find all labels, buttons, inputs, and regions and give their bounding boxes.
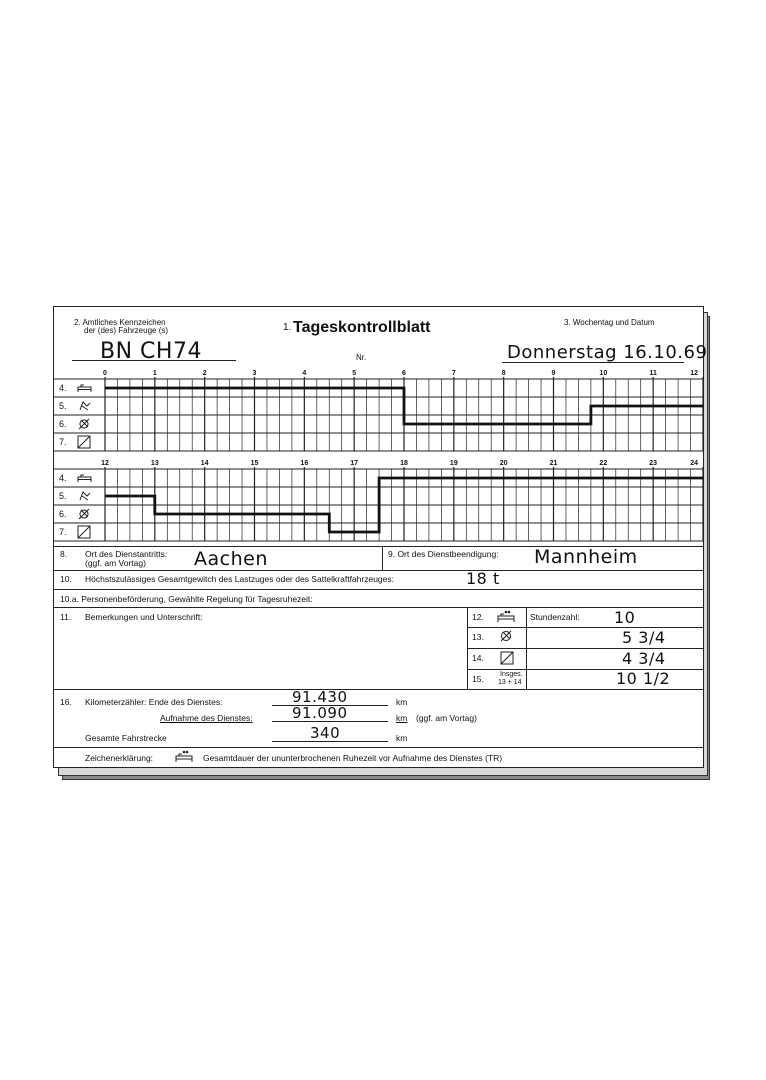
field-14-value: 4 3/4 xyxy=(622,649,666,668)
grid-top-row-number: 4. xyxy=(59,383,67,393)
field-16-note: (ggf. am Vortag) xyxy=(416,713,477,723)
field-11-number: 11. xyxy=(60,612,72,622)
break-icon xyxy=(499,629,515,643)
divider-10 xyxy=(54,570,703,571)
field-12-number: 12. xyxy=(472,612,484,622)
field-16-km-3: km xyxy=(396,733,408,743)
divider-legend xyxy=(54,747,703,748)
grid-bottom-hour-label: 16 xyxy=(300,460,309,467)
total-underline xyxy=(272,741,388,742)
work-icon xyxy=(500,651,514,665)
nr-label: Nr. xyxy=(356,353,367,362)
grid-bottom-hour-label: 23 xyxy=(649,460,658,467)
kennzeichen-label-line2: der (des) Fahrzeuge (s) xyxy=(84,326,169,335)
grid-top-row-number: 5. xyxy=(59,401,67,411)
grid-top-row-number: 7. xyxy=(59,437,67,447)
legend-bed-icon xyxy=(174,750,194,764)
field-15-value: 10 1/2 xyxy=(616,669,671,688)
grid-bottom-row-number: 4. xyxy=(59,473,67,483)
divider-11 xyxy=(54,607,703,608)
title-number: 1. xyxy=(283,322,292,333)
field-8-label: Ort des Dienstantritts: xyxy=(85,549,168,559)
grid-top-activity-line xyxy=(105,388,703,424)
field-15-number: 15. xyxy=(472,674,484,684)
summary-row-line-2 xyxy=(467,648,703,649)
field-14-number: 14. xyxy=(472,653,484,663)
grid-top-hour-label: 6 xyxy=(402,370,406,377)
field-8-number: 8. xyxy=(60,549,68,559)
field-16-total-value: 340 xyxy=(310,724,341,742)
start-underline xyxy=(272,721,388,722)
grid-top-hour-label: 8 xyxy=(501,370,506,377)
grid-bottom-hour-label: 20 xyxy=(499,460,508,467)
work-icon xyxy=(78,436,90,448)
field-9-value: Mannheim xyxy=(534,546,638,568)
kennzeichen-label-line1: 2. Amtliches Kennzeichen xyxy=(74,318,166,327)
field-16-km-1: km xyxy=(396,697,408,707)
field-15-sublabel-2: 13 + 14 xyxy=(498,679,522,686)
rest-bed-icon xyxy=(496,610,516,624)
legend-label: Zeichenerklärung: xyxy=(85,753,154,763)
field-12-sublabel: Stundenzahl: xyxy=(530,612,580,622)
field-10-value: 18 t xyxy=(466,569,500,588)
grid-bottom-hour-label: 21 xyxy=(549,460,558,467)
grid-bottom-hour-label: 22 xyxy=(599,460,608,467)
steering-wheel-icon xyxy=(80,402,90,410)
grid-top-hour-label: 5 xyxy=(352,370,357,377)
field-9-label: 9. Ort des Dienstbeendigung: xyxy=(388,549,499,559)
grid-bottom-hour-label: 12 xyxy=(101,460,109,467)
grid-bottom-hour-label: 17 xyxy=(350,460,359,467)
field-10-label: Höchstszulässiges Gesamtgewitch des Lastzuges oder des Sattelkraftfahrzeuges: xyxy=(85,574,394,584)
tageskontrollblatt-sheet xyxy=(53,306,708,768)
time-grid xyxy=(54,307,708,547)
grid-top-hour-label: 0 xyxy=(103,370,107,377)
bed-icon xyxy=(78,475,91,482)
grid-bottom-hour-label: 19 xyxy=(449,460,458,467)
break-icon xyxy=(79,419,89,429)
grid-bottom-row-number: 7. xyxy=(59,527,67,537)
grid-top-row-number: 6. xyxy=(59,419,67,429)
datum-value: Donnerstag 16.10.69 xyxy=(507,342,708,363)
grid-bottom-row-number: 6. xyxy=(59,509,67,519)
summary-row-line-1 xyxy=(467,627,703,628)
field-16-end-value: 91.430 xyxy=(292,688,348,706)
grid-top-hour-label: 2 xyxy=(202,370,207,377)
field-16-total-label: Gesamte Fahrstrecke xyxy=(85,733,167,743)
grid-bottom-hour-label: 13 xyxy=(150,460,159,467)
field-13-value: 5 3/4 xyxy=(622,628,666,647)
grid-bottom-hour-label: 24 xyxy=(690,460,698,467)
field-16-km-2: km xyxy=(396,713,408,723)
field-13-number: 13. xyxy=(472,632,484,642)
grid-top-hour-label: 4 xyxy=(302,370,307,377)
field-15-sublabel-1: Insges. xyxy=(500,671,523,678)
grid-bottom-hour-label: 18 xyxy=(400,460,408,467)
field-8-value: Aachen xyxy=(194,548,268,570)
field-16-number: 16. xyxy=(60,697,72,707)
field-16-start-value: 91.090 xyxy=(292,704,348,722)
field-10a-label: 10.a. Personenbeförderung, Gewählte Regelung für Tagesruhezeit: xyxy=(60,594,313,604)
divider-16 xyxy=(54,689,703,690)
break-icon xyxy=(79,509,89,519)
grid-top-hour-label: 7 xyxy=(451,370,456,377)
datum-label: 3. Wochentag und Datum xyxy=(564,318,655,327)
grid-bottom-hour-label: 15 xyxy=(250,460,259,467)
grid-top-hour-label: 3 xyxy=(252,370,257,377)
grid-top-hour-label: 12 xyxy=(690,370,698,377)
field-11-label: Bemerkungen und Unterschrift: xyxy=(85,612,203,622)
grid-bottom-row-number: 5. xyxy=(59,491,67,501)
field-10-number: 10. xyxy=(60,574,72,584)
grid-top-hour-label: 11 xyxy=(649,370,657,377)
steering-wheel-icon xyxy=(80,492,90,500)
grid-top-hour-label: 10 xyxy=(599,370,608,377)
field-12-value: 10 xyxy=(614,608,636,627)
page-title: Tageskontrollblatt xyxy=(293,319,431,336)
work-icon xyxy=(78,526,90,538)
legend-text: Gesamtdauer der ununterbrochenen Ruhezeit vor Aufnahme des Dienstes (TR) xyxy=(203,753,503,763)
divider-8-9 xyxy=(382,546,383,570)
field-8-sublabel: (ggf. am Vortag) xyxy=(85,558,146,568)
kennzeichen-value: BN CH74 xyxy=(100,339,202,364)
divider-10a xyxy=(54,589,703,590)
bed-icon xyxy=(78,385,91,392)
grid-bottom-hour-label: 14 xyxy=(200,460,209,467)
field-16-label: Kilometerzähler: Ende des Dienstes: xyxy=(85,697,223,707)
grid-top-hour-label: 1 xyxy=(152,370,157,377)
field-16-start-label: Aufnahme des Dienstes: xyxy=(160,713,253,723)
grid-top-hour-label: 9 xyxy=(551,370,556,377)
